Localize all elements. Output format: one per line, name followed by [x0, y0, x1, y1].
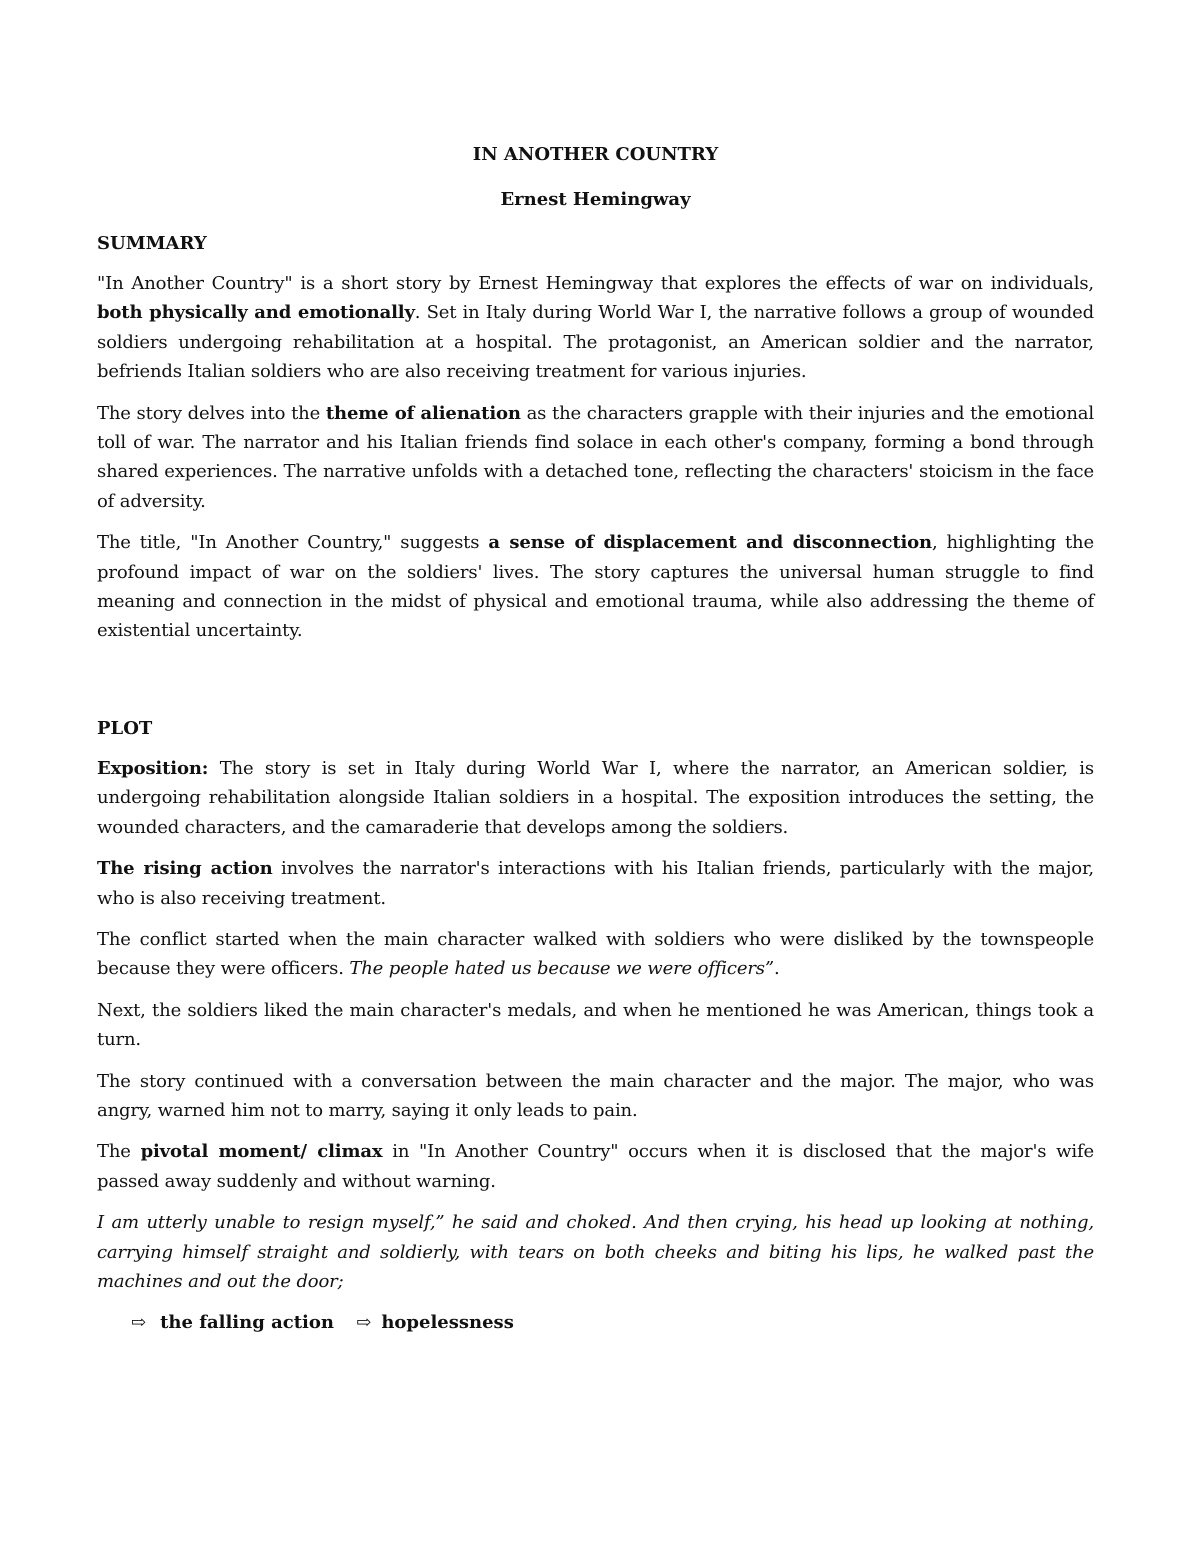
document-title: IN ANOTHER COUNTRY	[472, 144, 719, 165]
falling-action-line	[131, 1308, 1094, 1337]
climax-text-a: The	[97, 1141, 141, 1163]
exposition-text: The story is set in Italy during World War I, where the narrator, an American soldier, is undergoing rehabilitation alongside Italian soldiers in a hospital. The exposition introduces the setting, the wounded characters, and the camaraderie that develops among the soldiers.	[97, 757, 1094, 838]
section-spacer	[97, 658, 1094, 716]
right-arrow-icon: ⇨	[131, 1312, 147, 1334]
summary-p1-bold: both physically and emotionally	[97, 302, 415, 324]
summary-p1-text-c: . Set in Italy during World War I, the narrative follows a group of wounded soldiers undergoing rehabilitation at a hospital. The protagonist, an American soldier and the narrator, befriends Italian soldiers who are also receiving treatment for various injuries.	[97, 302, 1095, 383]
document-author: Ernest Hemingway	[500, 189, 691, 210]
plot-quote: I am utterly unable to resign myself,” he said and choked. And then crying, his head up looking at nothing, carrying himself straight and soldierly, with tears on both cheeks and biting his lips, he walked past the machines and out the door;	[97, 1212, 1094, 1292]
climax-bold: pivotal moment/ climax	[140, 1141, 383, 1163]
rising-action-label: The rising action	[97, 858, 273, 880]
summary-p3-bold: a sense of displacement and disconnection	[488, 532, 932, 554]
summary-p2-text-a: The story delves into the	[97, 402, 326, 424]
conflict-end: .	[773, 958, 780, 980]
falling-action-label: the falling action	[160, 1312, 334, 1334]
conflict-quote: The people hated us because we were officers”	[349, 958, 774, 980]
exposition-label: Exposition:	[97, 757, 209, 779]
rising-action-text: involves the narrator's interactions with his Italian friends, particularly with the major, who is also receiving treatment.	[97, 858, 1094, 909]
right-arrow-icon: ⇨	[356, 1312, 372, 1334]
plot-exposition	[97, 754, 1094, 842]
summary-p2-text-c: as the characters grapple with their injuries and the emotional toll of war. The narrator and his Italian friends find solace in each other's company, forming a bond through shared experiences. The narrative unfolds with a detached tone, reflecting the characters' stoicism in the face of adversity.	[97, 402, 1094, 512]
summary-p3-text-a: The title, "In Another Country," suggests	[97, 532, 489, 554]
summary-p2-bold: theme of alienation	[325, 402, 521, 424]
summary-heading: SUMMARY	[97, 233, 207, 254]
climax-text-c: in "In Another Country" occurs when it is disclosed that the major's wife passed away suddenly and without warning.	[97, 1141, 1095, 1192]
summary-paragraph-1	[97, 269, 1094, 387]
summary-p1-text-a: "In Another Country" is a short story by Ernest Hemingway that explores the effects of war on individuals,	[97, 273, 1094, 294]
plot-climax	[97, 1137, 1094, 1196]
summary-paragraph-2	[97, 399, 1094, 517]
plot-next: Next, the soldiers liked the main character's medals, and when he mentioned he was American, things took a turn.	[97, 999, 1094, 1051]
plot-heading: PLOT	[97, 717, 153, 739]
summary-paragraph-3	[97, 528, 1094, 646]
conflict-text: The conflict started when the main character walked with soldiers who were disliked by the townspeople because they were officers.	[97, 928, 1094, 980]
plot-rising-action	[97, 854, 1094, 913]
plot-conflict	[97, 925, 1094, 984]
plot-continued: The story continued with a conversation between the main character and the major. The major, who was angry, warned him not to marry, saying it only leads to pain.	[97, 1070, 1094, 1121]
summary-p3-text-c: , highlighting the profound impact of war on the soldiers' lives. The story captures the universal human struggle to find meaning and connection in the midst of physical and emotional trauma, while also addressing the theme of existential uncertainty.	[97, 532, 1094, 642]
hopelessness-label: hopelessness	[381, 1312, 514, 1334]
